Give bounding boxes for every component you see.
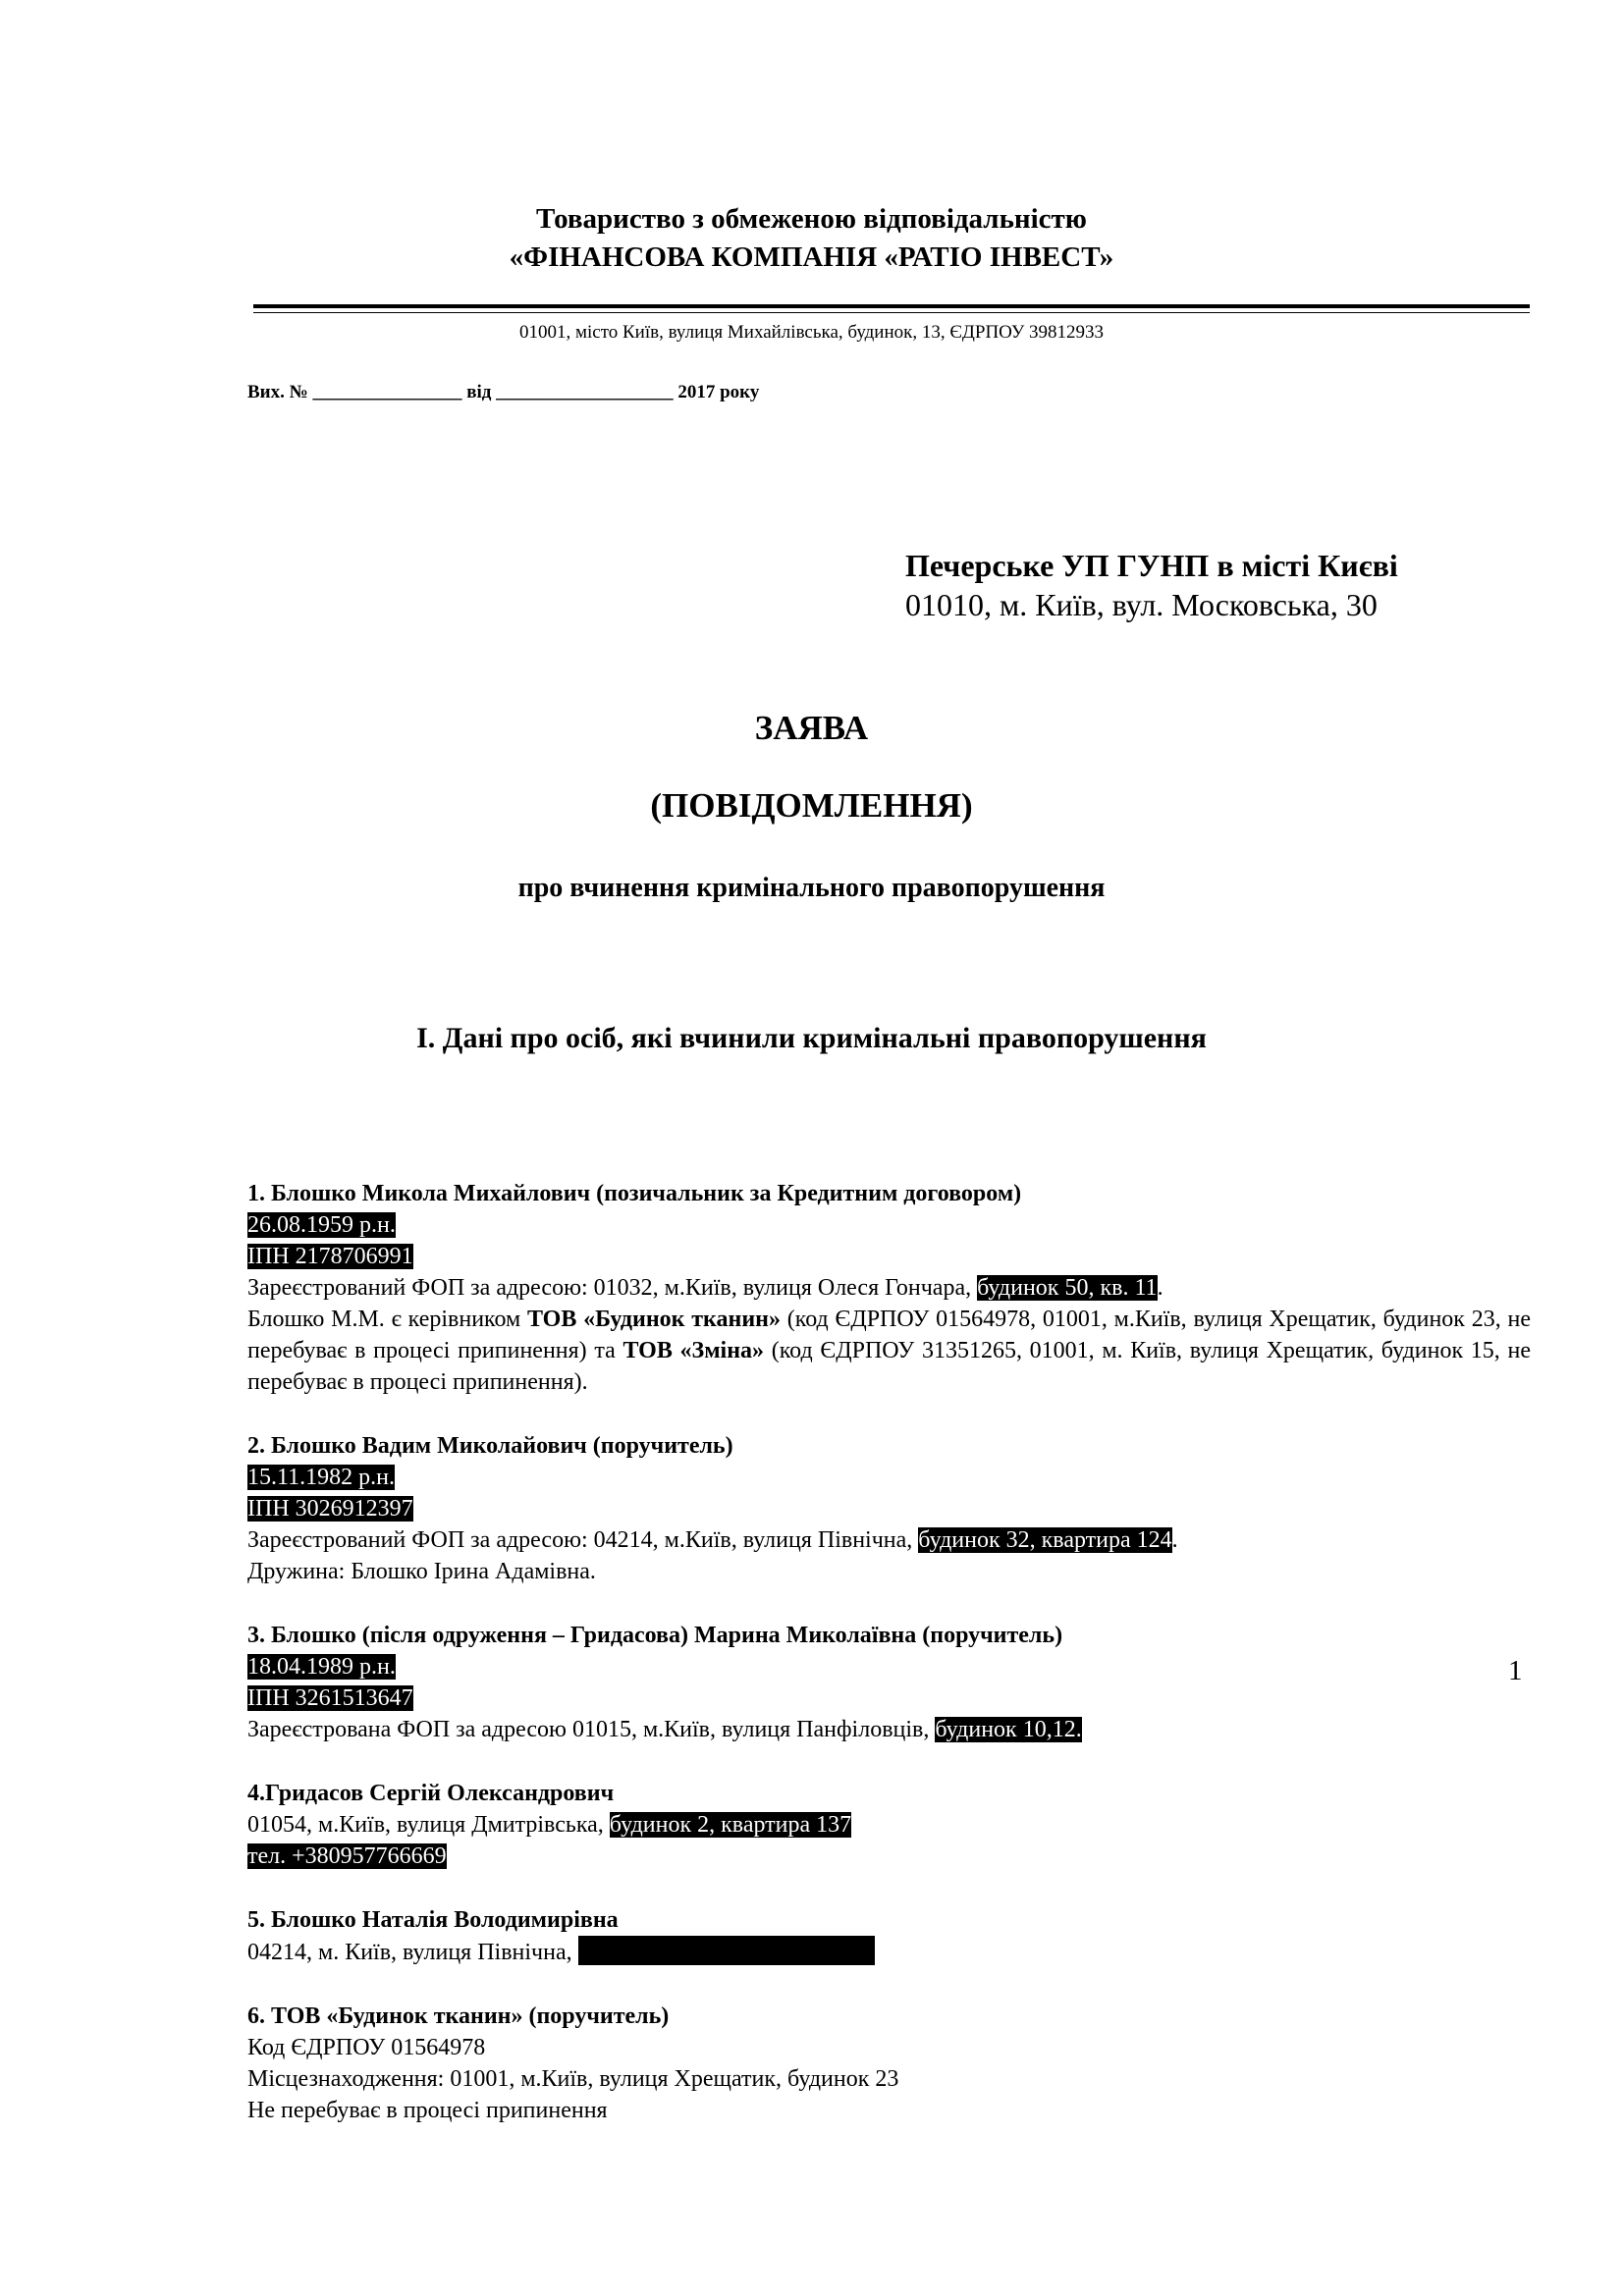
person-2-address-redacted: будинок 32, квартира 124 <box>918 1527 1172 1553</box>
person-3-address: Зареєстрована ФОП за адресою 01015, м.Київ, вулиця Панфіловців, будинок 10,12. <box>247 1717 1082 1742</box>
person-4-address-redacted: будинок 2, квартира 137 <box>609 1812 852 1838</box>
org-name: «ФІНАНСОВА КОМПАНІЯ «РАТІО ІНВЕСТ» <box>509 241 1114 273</box>
person-2-ipn: ІПН 3026912397 <box>247 1496 413 1522</box>
section-heading: І. Дані про осіб, які вчинили кримінальні правопорушення <box>416 1022 1207 1054</box>
person-4-phone: тел. +380957766669 <box>247 1843 447 1869</box>
person-3-address-redacted: будинок 10,12. <box>935 1717 1082 1742</box>
person-1-ipn: 2178706991 <box>295 1244 413 1269</box>
person-3-ipn: ІПН 3261513647 <box>247 1685 413 1711</box>
person-1-address-redacted: будинок 50, кв. 11 <box>977 1275 1158 1301</box>
outgoing-number: Вих. № ________________ від ___________________ 2017 року <box>247 382 760 402</box>
person-1-address: Зареєстрований ФОП за адресою: 01032, м.Київ, вулиця Олеся Гончара, будинок 50, кв. 11. <box>247 1275 1163 1301</box>
org-address: 01001, місто Київ, вулиця Михайлівська, будинок, 13, ЄДРПОУ 39812933 <box>518 322 1105 343</box>
page-number: 1 <box>1508 1655 1523 1686</box>
org-type: Товариство з обмеженою відповідальністю <box>536 203 1087 235</box>
person-6-heading: 6. ТОВ «Будинок тканин» (поручитель) <box>247 2003 670 2029</box>
recipient-address: 01010, м. Київ, вул. Московська, 30 <box>905 587 1378 622</box>
persons-list <box>247 1178 1531 2126</box>
person-2-dob: 15.11.1982 р.н. <box>247 1465 395 1490</box>
person-2-spouse: Дружина: Блошко Ірина Адамівна. <box>247 1559 596 1584</box>
doc-subtitle: (ПОВІДОМЛЕННЯ) <box>650 786 973 825</box>
person-5-redaction-bar <box>578 1936 875 1965</box>
person-1-ipn-label: ІПН <box>247 1244 290 1269</box>
person-1-dob: 26.08.1959 р.н. <box>247 1212 396 1238</box>
recipient-name: Печерське УП ГУНП в місті Києві <box>905 548 1398 583</box>
person-6-location: Місцезнаходження: 01001, м.Київ, вулиця Хрещатик, будинок 23 <box>247 2066 899 2092</box>
person-6-status: Не перебуває в процесі припинення <box>247 2098 608 2123</box>
person-1-heading: 1. Блошко Микола Михайлович (позичальник за Кредитним договором) <box>247 1181 1022 1206</box>
person-3-dob: 18.04.1989 р.н. <box>247 1654 396 1680</box>
doc-purpose: про вчинення кримінального правопорушення <box>517 873 1106 903</box>
person-5-address: 04214, м. Київ, вулиця Північна, <box>247 1936 1531 1968</box>
person-4-heading: 4.Гридасов Сергій Олександрович <box>247 1781 615 1806</box>
person-3-heading: 3. Блошко (після одруження – Гридасова) Марина Миколаївна (поручитель) <box>247 1623 1063 1648</box>
doc-title: ЗАЯВА <box>754 709 869 747</box>
header-rule-thin <box>253 312 1530 313</box>
person-5-heading: 5. Блошко Наталія Володимирівна <box>247 1907 619 1933</box>
person-2-heading: 2. Блошко Вадим Миколайович (поручитель) <box>247 1433 733 1459</box>
person-1-description: Блошко М.М. є керівником ТОВ «Будинок тканин» (код ЄДРПОУ 01564978, 01001, м.Київ, вулиця Хрещатик, будинок 23, не перебуває в процесі припинення) та ТОВ «Зміна» (код ЄДРПОУ 31351265, 01001, м. Київ, вулиця Хрещатик, будинок 15, не перебуває в процесі припинення). <box>247 1307 1531 1395</box>
person-6-code: Код ЄДРПОУ 01564978 <box>247 2035 486 2060</box>
person-4-address: 01054, м.Київ, вулиця Дмитрівська, будинок 2, квартира 137 <box>247 1812 852 1838</box>
person-2-address: Зареєстрований ФОП за адресою: 04214, м.Київ, вулиця Північна, будинок 32, квартира 124. <box>247 1527 1178 1553</box>
header-rule-thick <box>253 304 1530 308</box>
